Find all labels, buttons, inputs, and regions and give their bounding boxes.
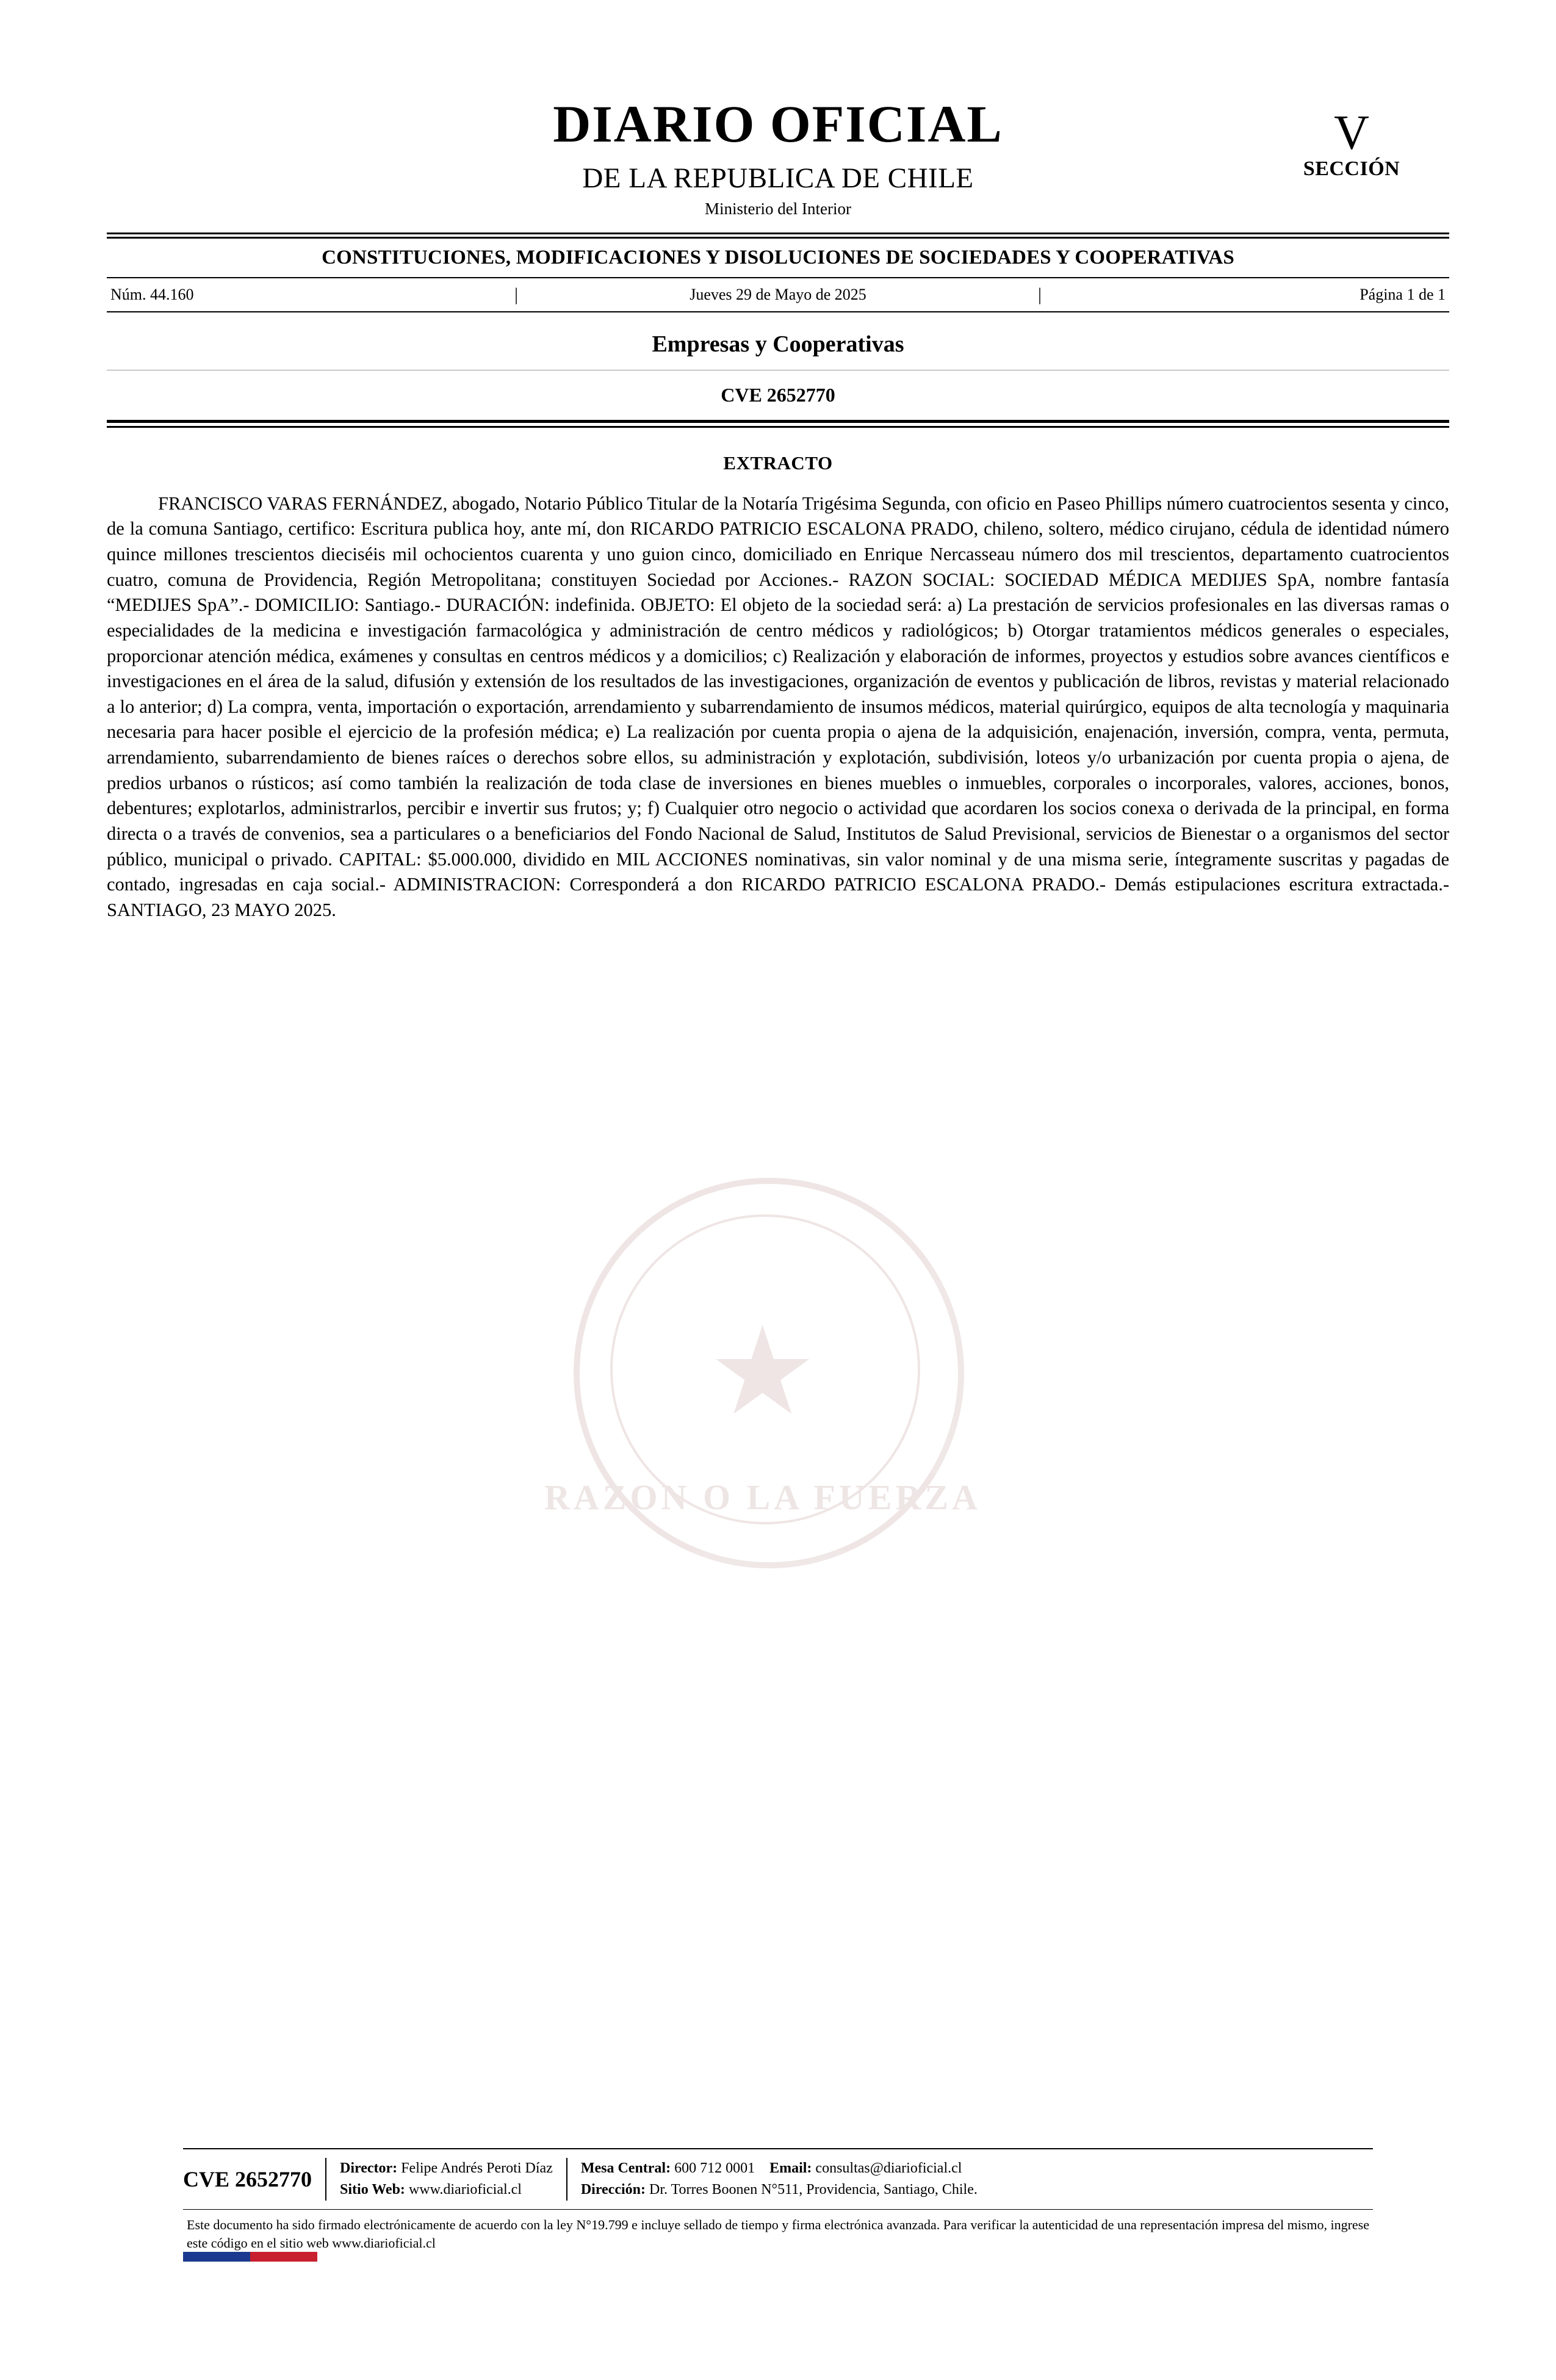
section-marker bbox=[1260, 106, 1443, 181]
issue-number: Núm. 44.160 bbox=[110, 285, 194, 303]
footer-director-label: Director: bbox=[340, 2160, 398, 2176]
rule-under-issue bbox=[107, 311, 1449, 312]
issue-separator-left: | bbox=[514, 284, 519, 305]
category-band-title: CONSTITUCIONES, MODIFICACIONES Y DISOLUCIONES DE SOCIEDADES Y COOPERATIVAS bbox=[322, 246, 1234, 269]
section-letter: V bbox=[1334, 106, 1369, 160]
rule-under-cve bbox=[107, 420, 1449, 428]
watermark-text: RAZON O LA FUERZA bbox=[544, 1477, 981, 1517]
footer-director-value: Felipe Andrés Peroti Díaz bbox=[401, 2160, 553, 2176]
footer-website-value[interactable]: www.diarioficial.cl bbox=[408, 2181, 522, 2198]
masthead bbox=[107, 95, 1449, 219]
footer-contact-line bbox=[581, 2158, 978, 2179]
flag-white bbox=[317, 2252, 384, 2262]
footer-website-label: Sitio Web: bbox=[340, 2181, 405, 2198]
issue-date-wrap bbox=[514, 284, 1042, 305]
article-heading: EXTRACTO bbox=[723, 452, 833, 474]
footer-phone-value: 600 712 0001 bbox=[674, 2160, 755, 2176]
footer-director-line bbox=[340, 2158, 553, 2179]
watermark bbox=[183, 1129, 1342, 1556]
footer-address-line bbox=[581, 2179, 978, 2201]
footer-phone-label: Mesa Central: bbox=[580, 2160, 671, 2176]
flag-red bbox=[250, 2252, 317, 2262]
masthead-ministry: Ministerio del Interior bbox=[705, 200, 851, 218]
flag-blue bbox=[183, 2252, 250, 2262]
issue-date: Jueves 29 de Mayo de 2025 bbox=[690, 285, 866, 303]
masthead-subtitle: DE LA REPUBLICA DE CHILE bbox=[582, 162, 974, 194]
issue-info-row bbox=[107, 278, 1449, 311]
masthead-title: DIARIO OFICIAL bbox=[553, 95, 1003, 153]
footer-director-column bbox=[325, 2158, 566, 2201]
footer-legal-text: Este documento ha sido firmado electrónicamente de acuerdo con la ley N°19.799 e incluye sellado de tiempo y firma electrónica avanzada. Para verificar la autenticidad de una representación impresa del mismo, ingrese este código en el sitio web www.diarioficial.cl bbox=[187, 2216, 1369, 2251]
footer-address-value: Dr. Torres Boonen N°511, Providencia, Santiago, Chile. bbox=[649, 2181, 978, 2198]
issue-separator-right: | bbox=[1037, 284, 1042, 305]
cve-heading: CVE 2652770 bbox=[721, 383, 835, 406]
footer-cve: CVE 2652770 bbox=[183, 2166, 312, 2191]
footer-address-label: Dirección: bbox=[580, 2181, 646, 2198]
section-word: SECCIÓN bbox=[1303, 157, 1400, 180]
footer-website-line bbox=[340, 2179, 553, 2201]
rule-under-masthead bbox=[107, 233, 1449, 239]
footer-contact-column bbox=[566, 2158, 991, 2201]
chile-flag-bar bbox=[183, 2252, 384, 2262]
issue-page: Página 1 de 1 bbox=[1360, 285, 1446, 303]
watermark-ring-outer bbox=[574, 1178, 964, 1568]
footer-email-value[interactable]: consultas@diarioficial.cl bbox=[815, 2160, 962, 2176]
watermark-ring-inner bbox=[610, 1214, 920, 1524]
page-footer bbox=[183, 2148, 1373, 2253]
section-heading: Empresas y Cooperativas bbox=[652, 331, 904, 357]
footer-info bbox=[183, 2149, 1373, 2209]
page-content bbox=[107, 79, 1449, 923]
article-body: FRANCISCO VARAS FERNÁNDEZ, abogado, Notario Público Titular de la Notaría Trigésima Segunda, con oficio en Paseo Phillips número cuatrocientos sesenta y cinco, de la comuna Santiago, certifico: Escritura publica hoy, ante mí, don RICARDO PATRICIO ESCALONA PRADO, chileno, soltero, médico cirujano, cédula de identidad número quince millones trescientos dieciséis mil ochocientos cuarenta y uno guion cinco, domiciliado en Enrique Nercasseau número dos mil trescientos, departamento cuatrocientos cuatro, comuna de Providencia, Región Metropolitana; constituyen Sociedad por Acciones.- RAZON SOCIAL: SOCIEDAD MÉDICA MEDIJES SpA, nombre fantasía “MEDIJES SpA”.- DOMICILIO: Santiago.- DURACIÓN: indefinida. OBJETO: El objeto de la sociedad será: a) La prestación de servicios profesionales en las diversas ramas o especialidades de la medicina e investigación farmacológica y administración de centro médicos y radiológicos; b) Otorgar tratamientos médicos generales o especiales, proporcionar atención médica, exámenes y consultas en centros médicos y a domicilios; c) Realización y elaboración de informes, proyectos y estudios sobre avances científicos e investigaciones en el área de la salud, difusión y extensión de los resultados de las investigaciones, organización de eventos y publicación de libros, revistas y material relacionado a lo anterior; d) La compra, venta, importación o exportación, arrendamiento y subarrendamiento de insumos médicos, material quirúrgico, equipos de alta tecnología y maquinaria necesaria para hacer posible el ejercicio de la profesión médica; e) La realización por cuenta propia o ajena de la adquisición, enajenación, inversión, compra, venta, permuta, arrendamiento, subarrendamiento de bienes raíces o derechos sobre ellos, su administración y explotación, subdivisión, loteos y/o urbanización por cuenta propia o ajena, de predios urbanos o rústicos; así como también la realización de toda clase de inversiones en bienes muebles o inmuebles, corporales o incorporales, valores, acciones, bonos, debentures; explotarlos, administrarlos, percibir e invertir sus frutos; y; f) Cualquier otro negocio o actividad que acordaren los socios conexa o derivada de la principal, en forma directa o a través de convenios, sea a particulares o a beneficiarios del Fondo Nacional de Salud, Institutos de Salud Previsional, servicios de Bienestar o a organismos del sector público, municipal o privado. CAPITAL: $5.000.000, dividido en MIL ACCIONES nominativas, sin valor nominal y de una misma serie, íntegramente suscritas y pagadas de contado, ingresadas en caja social.- ADMINISTRACION: Corresponderá a don RICARDO PATRICIO ESCALONA PRADO.- Demás estipulaciones escritura extractada.- SANTIAGO, 23 MAYO 2025. bbox=[107, 492, 1449, 920]
footer-email-label: Email: bbox=[769, 2160, 812, 2176]
watermark-star-icon: ★ bbox=[708, 1305, 818, 1440]
